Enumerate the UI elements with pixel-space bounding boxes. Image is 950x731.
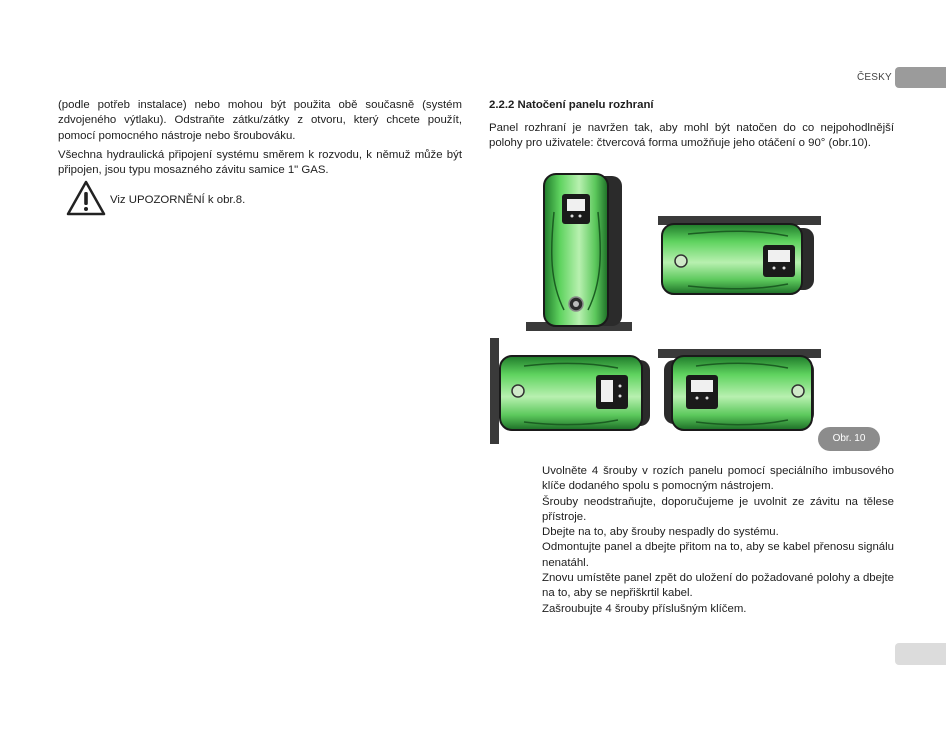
paragraph-1: (podle potřeb instalace) nebo mohou být použita obě současně (systém zdvojeného výtlaku). Odstraňte zátku/zátky z otvoru, který chcete použít, pomocí pomocného nástroje nebo šroubováku. (58, 99, 462, 142)
step-2: Šrouby neodstraňujte, doporučujeme je uvolnit ze závitu na tělese přístroje. (542, 495, 894, 523)
figure-label-badge: Obr. 10 (818, 427, 880, 451)
intro-paragraph: Panel rozhraní je navržen tak, aby mohl být natočen do co nejpohodlnější polohy pro uživatele: čtvercová forma umožňuje jeho otáčení o 90° (obr.10). (489, 122, 894, 150)
warning-text: Viz UPOZORNĚNÍ k obr.8. (110, 194, 246, 206)
page-tab (895, 643, 946, 665)
step-5: Znovu umístěte panel zpět do uložení do požadované polohy a dbejte na to, aby se nepřiškrtil kabel. (542, 572, 894, 600)
pump-horizontal-bottom-left (490, 338, 650, 444)
paragraph-2: Všechna hydraulická připojení systému směrem k rozvodu, k němuž může být připojen, jsou typu mosazného závitu samice 1" GAS. (58, 149, 462, 177)
step-6: Zašroubujte 4 šrouby příslušným klíčem. (542, 602, 747, 615)
language-tab (895, 67, 946, 88)
step-4: Odmontujte panel a dbejte přitom na to, aby se kabel přenosu signálu nenatáhl. (542, 541, 894, 569)
section-title: 2.2.2 Natočení panelu rozhraní (489, 99, 654, 111)
step-3: Dbejte na to, aby šrouby nespadly do systému. (542, 526, 779, 539)
pump-horizontal-top-right (658, 216, 821, 294)
figure-pump-rotations (488, 172, 828, 447)
pump-horizontal-bottom-right (658, 349, 821, 430)
pump-vertical (526, 174, 632, 331)
language-label: ČESKY (857, 72, 892, 83)
step-1: Uvolněte 4 šrouby v rozích panelu pomocí speciálního imbusového klíče dodaného spolu s pomocným nástrojem. (542, 465, 894, 493)
warning-triangle-icon (66, 180, 106, 216)
instruction-steps (542, 464, 894, 617)
